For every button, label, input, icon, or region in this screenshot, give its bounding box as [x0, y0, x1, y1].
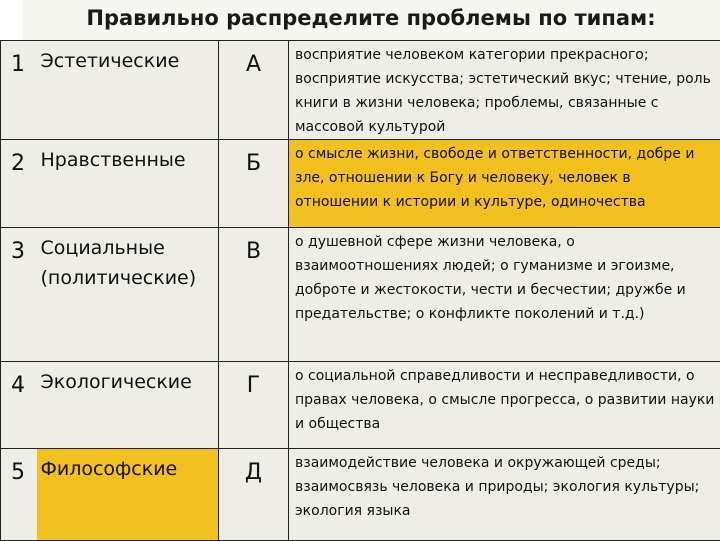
problem-type: Эстетические: [37, 41, 219, 140]
row-letter: А: [219, 41, 289, 140]
problem-type-highlighted: Философские: [37, 449, 219, 541]
page-title: Правильно распределите проблемы по типам:: [22, 6, 720, 30]
row-number: 2: [1, 140, 37, 228]
problem-type: Социальные (политические): [37, 228, 219, 362]
problem-description: о душевной сфере жизни человека, о взаимоотношениях людей; о гуманизме и эгоизме, доброте и жестокости, чести и бесчестии; дружбе и предательстве; о конфликте поколений и т.д.): [289, 228, 720, 362]
row-letter: В: [219, 228, 289, 362]
row-number: 3: [1, 228, 37, 362]
row-letter: Д: [219, 449, 289, 541]
problem-type: Нравственные: [37, 140, 219, 228]
row-number: 4: [1, 362, 37, 449]
row-letter: Б: [219, 140, 289, 228]
problem-type: Экологические: [37, 362, 219, 449]
matching-table: [0, 40, 720, 541]
problem-description: взаимодействие человека и окружающей среды; взаимосвязь человека и природы; экология культуры; экология языка: [289, 449, 720, 541]
row-number: 5: [1, 449, 37, 541]
problem-description-highlighted: о смысле жизни, свободе и ответственности, добре и зле, отношении к Богу и человеку, человек в отношении к истории и культуре, одиночества: [289, 140, 720, 228]
table-row: [1, 140, 720, 228]
table-row: [1, 228, 720, 362]
table-row: [1, 41, 720, 140]
problem-description: о социальной справедливости и несправедливости, о правах человека, о смысле прогресса, о развитии науки и общества: [289, 362, 720, 449]
table-row: [1, 362, 720, 449]
table-row: [1, 449, 720, 541]
row-number: 1: [1, 41, 37, 140]
problem-description: восприятие человеком категории прекрасного; восприятие искусства; эстетический вкус; чтение, роль книги в жизни человека; проблемы, связанные с массовой культурой: [289, 41, 720, 140]
row-letter: Г: [219, 362, 289, 449]
